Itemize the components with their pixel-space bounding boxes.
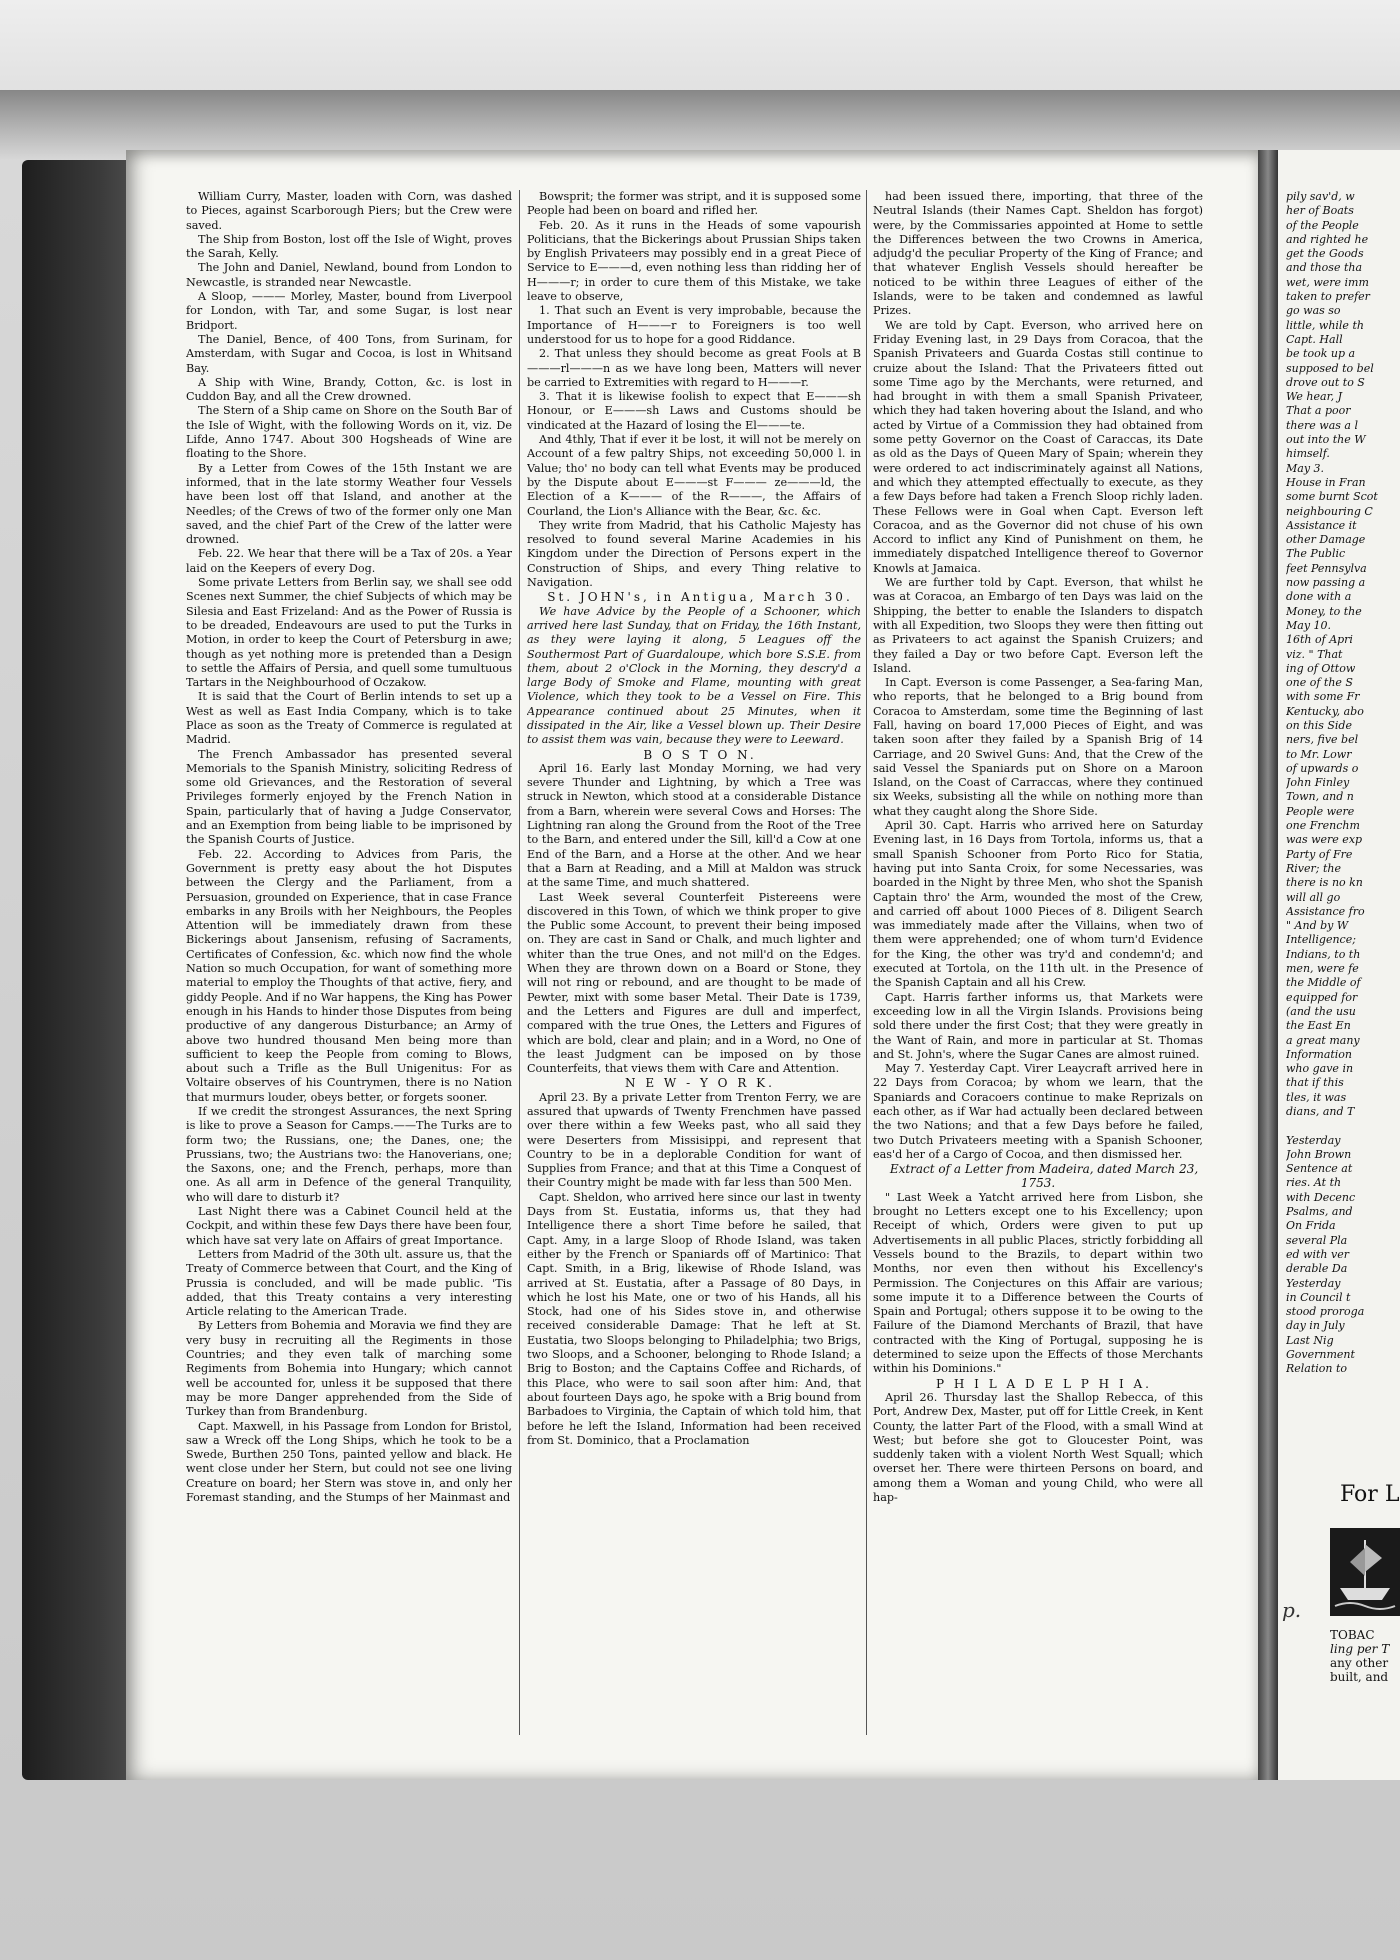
paragraph: We have Advice by the People of a Schooner, which arrived here last Sunday, that on Friday, the 16th Instant, as they were laying it along, 5 Leagues off the Southermost Part of Guardaloupe, which bore S.S.E. from them, about 2 o'Clock in the Morning, they descry'd a large Body of Smoke and Flame, mounting with great Violence, which they took to be a Vessel on Fire. This Appearance continued about 25 Minutes, when it dissipated in the Air, like a Vessel blown up. Their Desire to assist them was vain, because they were to Leeward.	[527, 604, 861, 747]
text-fragment: and righted he	[1286, 232, 1369, 246]
column-2	[527, 190, 861, 1735]
text-fragment: ing of Ottow	[1286, 661, 1356, 675]
text-fragment: We hear, J	[1286, 390, 1343, 404]
paragraph: William Curry, Master, loaden with Corn, was dashed to Pieces, against Scarborough Piers; but the Crew were saved.	[186, 190, 512, 232]
text-fragment: drove out to S	[1286, 375, 1365, 389]
text-fragment: House in Fran	[1286, 475, 1366, 489]
text-fragment: May 3.	[1286, 461, 1325, 475]
paragraph: In Capt. Everson is come Passenger, a Sea-faring Man, who reports, that he belonged to a Brig bound from Coracoa to Amsterdam, some time the Beginning of last Fall, having on board 17,000 Pieces of Eight, and was taken soon after they failed by a Spanish Brig of 14 Carriage, and 20 Swivel Guns: And, that the Crew of the said Vessel the Spaniards put on Shore on a Maroon Island, on the Coast of Carraccas, where they continued six Weeks, subsisting all the while on nothing more than what they caught along the Shore Side.	[873, 676, 1203, 818]
text-fragment: stood proroga	[1286, 1305, 1365, 1319]
paragraph: The Stern of a Ship came on Shore on the South Bar of the Isle of Wight, with the following Words on it, viz. De Lifde, Anno 1747. About 300 Hogsheads of Wine are floating to the Shore.	[186, 404, 512, 461]
paragraph: May 7. Yesterday Capt. Virer Leaycraft arrived here in 22 Days from Coracoa; by whom we learn, that the Spaniards and Coracoers continue to make Reprizals on each other, as if War had actually been declared between the two Nations; and that a few Days before he failed, two Dutch Privateers meeting with a Spanish Schooner, eas'd her of a Cargo of Cocoa, and then dismissed her.	[873, 1062, 1203, 1161]
paragraph: And 4thly, That if ever it be lost, it will not be merely on Account of a few paltry Ships, not exceeding 50,000 l. in Value; tho' no body can tell what Events may be produced by the Dispute about E———st F——— ze———ld, the Election of a K——— of the R———, the Affairs of Courland, the Lion's Alliance with the Bear, &c. &c.	[527, 433, 861, 518]
text-fragment: get the Goods	[1286, 247, 1364, 261]
text-fragment: People were	[1286, 804, 1355, 818]
paragraph: Feb. 22. According to Advices from Paris, the Government is pretty easy about the hot Disputes between the Clergy and the Parliament, from a Persuasion, grounded on Experience, that in case France embarks in any Broils with her Neighbours, the Peoples Attention will be immediately drawn from these Bickerings about Jansenism, refusing of Sacraments, Certificates of Confession, &c. which now find the whole Nation so much Occupation, for want of something more material to employ the Thoughts of that active, fiery, and giddy People. And if no War happens, the King has Power enough in his Hands to hinder those Disputes from being productive of any dangerous Disturbance; an Army of above two hundred thousand Men being more than sufficient to keep the People from coming to Blows, about such a Trifle as the Bull Unigenitus: For as Voltaire observes of his Countrymen, there is no Nation that murmurs louder, obeys better, or forgets sooner.	[186, 847, 512, 1104]
text-fragment: ries. At th	[1286, 1176, 1342, 1190]
text-fragment: was were exp	[1286, 833, 1363, 847]
text-fragment: men, were fe	[1286, 962, 1359, 976]
paragraph: Bowsprit; the former was stript, and it is supposed some People had been on board and rifled her.	[527, 190, 861, 218]
column-1	[186, 190, 512, 1735]
text-fragment: Relation to	[1286, 1362, 1348, 1376]
column-3	[873, 190, 1203, 1735]
paragraph: A Ship with Wine, Brandy, Cotton, &c. is lost in Cuddon Bay, and all the Crew drowned.	[186, 375, 512, 404]
paragraph: Capt. Maxwell, in his Passage from London for Bristol, saw a Wreck off the Long Ships, which he took to be a Swede, Burthen 250 Tons, painted yellow and black. He went close under her Stern, but could not see one living Creature on board; her Stern was stove in, and only her Foremast standing, and the Stumps of her Mainmast and	[186, 1419, 512, 1505]
text-fragment: tles, it was	[1286, 1090, 1347, 1104]
text-fragment: there is no kn	[1286, 876, 1363, 890]
text-fragment: of upwards o	[1286, 761, 1359, 775]
text-fragment: taken to prefer	[1286, 290, 1370, 304]
handwritten-margin-note: p.	[1282, 1598, 1302, 1622]
text-fragment: That a poor	[1286, 404, 1351, 418]
paragraph: 1. That such an Event is very improbable, because the Importance of H———r to Foreigners is too well understood for us to hope for a good Riddance.	[527, 304, 861, 346]
text-fragment: Yesterday	[1286, 1276, 1341, 1290]
text-fragment: little, while th	[1286, 318, 1364, 332]
section-heading: B O S T O N.	[643, 747, 757, 762]
text-fragment: of the People	[1286, 218, 1359, 232]
text-fragment: to Mr. Lowr	[1286, 747, 1352, 761]
text-fragment: who gave in	[1286, 1062, 1354, 1076]
text-fragment: Yesterday	[1286, 1133, 1341, 1147]
text-fragment: that if this	[1286, 1076, 1344, 1090]
text-fragment: done with a	[1286, 590, 1352, 604]
text-fragment: one Frenchm	[1286, 819, 1360, 833]
text-fragment: several Pla	[1286, 1233, 1348, 1247]
text-fragment: and those tha	[1286, 261, 1363, 275]
text-fragment: ed with ver	[1286, 1247, 1349, 1261]
advert-heading: For L	[1340, 1482, 1400, 1507]
section-heading: N E W - Y O R K.	[625, 1076, 775, 1091]
text-fragment: now passing a	[1286, 576, 1366, 590]
text-fragment: out into the W	[1286, 433, 1366, 447]
paragraph: Last Night there was a Cabinet Council held at the Cockpit, and within these few Days there have been four, which have sat very late on Affairs of great Importance.	[186, 1205, 512, 1247]
paragraph: Capt. Sheldon, who arrived here since our last in twenty Days from St. Eustatia, informs us, that they had Intelligence there a short Time before he sailed, that Capt. Amy, in a large Sloop of Rhode Island, was taken either by the French or Spaniards off of Martinico: That Capt. Smith, in a Brig, likewise of Rhode Island, was arrived at St. Eustatia, after a Passage of 80 Days, in which he lost his Mate, one or two of his Hands, all his Stock, had one of his Sides stove in, and otherwise received considerable Damage: That he left at St. Eustatia, two Sloops belonging to Philadelphia; two Brigs, two Sloops, and a Schooner, belonging to Rhode Island; a Brig to Boston; and the Captains Coffee and Richards, of this Place, who were to sail soon after him: And, that about fourteen Days ago, he spoke with a Brig bound from Barbadoes to Virginia, the Captain of which told him, that before he left the Island, Information had been received from St. Dominico, that a Proclamation	[527, 1190, 861, 1447]
text-fragment: May 10.	[1286, 618, 1332, 632]
text-fragment: Assistance it	[1286, 518, 1357, 532]
text-fragment: with some Fr	[1286, 690, 1360, 704]
text-fragment: neighbouring C	[1286, 504, 1373, 518]
text-fragment: a great many	[1286, 1033, 1360, 1047]
text-fragment: Assistance fro	[1286, 904, 1365, 918]
advert-text	[1330, 1628, 1389, 1684]
text-fragment: Information	[1286, 1047, 1353, 1061]
paragraph: April 23. By a private Letter from Trenton Ferry, we are assured that upwards of Twenty Frenchmen have passed over there within a few Weeks past, who all said they were Deserters from Missisippi, and represent that Country to be in a deplorable Condition for want of Supplies from France; and that at this Time a Conquest of their Country might be made with far less than 500 Men.	[527, 1090, 861, 1190]
text-fragment: Party of Fre	[1286, 847, 1353, 861]
text-fragment: with Decenc	[1286, 1190, 1356, 1204]
text-fragment: will all go	[1286, 890, 1341, 904]
paragraph: Letters from Madrid of the 30th ult. assure us, that the Treaty of Commerce between that Court, and the King of Prussia is concluded, and will be made public. 'Tis added, that this Treaty contains a very interesting Article relating to the American Trade.	[186, 1247, 512, 1319]
text-fragment: Last Nig	[1286, 1333, 1334, 1347]
text-fragment: in Council t	[1286, 1290, 1351, 1304]
column-rule	[866, 190, 867, 1735]
text-fragment: other Damage	[1286, 533, 1366, 547]
paragraph: 3. That it is likewise foolish to expect that E———sh Honour, or E———sh Laws and Customs should be vindicated at the Hazard of losing the El———te.	[527, 390, 861, 432]
paragraph: had been issued there, importing, that three of the Neutral Islands (their Names Capt. Sheldon has forgot) were, by the Commissaries appointed at Home to settle the Differences between the two Crowns in America, adjudg'd the peculiar Property of the King of France; and that whatever English Vessels should hereafter be noticed to be within three Leagues of either of the Islands, were to be taken and condemned as lawful Prizes.	[873, 190, 1203, 318]
paragraph: Last Week several Counterfeit Pistereens were discovered in this Town, of which we think proper to give the Public some Account, to prevent their being imposed on. They are cast in Sand or Chalk, and much lighter and whiter than the true Ones, and not mill'd on the Edges. When they are thrown down on a Board or Stone, they will not ring or rebound, and are thought to be made of Pewter, mixt with some baser Metal. Their Date is 1739, and the Letters and Figures are dull and imperfect, compared with the true Ones, the Letters and Figures of which are bold, clear and plain; and in a Word, no One of the least Judgment can be imposed on by those Counterfeits, that views them with Care and Attention.	[527, 890, 861, 1076]
paragraph: We are told by Capt. Everson, who arrived here on Friday Evening last, in 29 Days from Coracoa, that the Spanish Privateers and Guarda Costas still continue to cruize about the Island: That the Privateers fitted out some Time ago by the Merchants, were returned, and had brought in with them a small Spanish Privateer, which they had taken hovering about the Island, and who acted by Virtue of a Commission they had obtained from some petty Governor on the Coast of Caraccas, its Date as old as the Days of Queen Mary of Spain; wherein they were ordered to act indiscriminately against all Nations, and which they attempted effectually to execute, as they a few Days before had taken a French Sloop richly laden. These Fellows were in Goal when Capt. Everson left Coracoa, and as the Governor did not chuse of his own Accord to inflict any Kind of Punishment on them, he immediately dispatched Intelligence thereof to Governor Knowls at Jamaica.	[873, 318, 1203, 575]
text-fragment: Psalms, and	[1286, 1205, 1353, 1219]
paragraph: Feb. 22. We hear that there will be a Tax of 20s. a Year laid on the Keepers of every Dog.	[186, 547, 512, 575]
text-fragment: go was so	[1286, 304, 1341, 318]
column-rule	[519, 190, 520, 1735]
section-heading: St. JOHN's, in Antigua, March 30.	[547, 590, 853, 605]
paragraph: 2. That unless they should become as great Fools at B———rl———n as we have long been, Matters will never be carried to Extremities with regard to H———r.	[527, 347, 861, 389]
text-fragment: the East En	[1286, 1019, 1351, 1033]
text-fragment: equipped for	[1286, 990, 1358, 1004]
text-fragment: Sentence at	[1286, 1162, 1353, 1176]
text-fragment: Indians, to th	[1286, 947, 1361, 961]
text-fragment: day in July	[1286, 1319, 1345, 1333]
text-fragment: one of the S	[1286, 676, 1353, 690]
text-fragment: derable Da	[1286, 1262, 1348, 1276]
paragraph: The Daniel, Bence, of 400 Tons, from Surinam, for Amsterdam, with Sugar and Cocoa, is lost in Whitsand Bay.	[186, 332, 512, 375]
paragraph: They write from Madrid, that his Catholic Majesty has resolved to found several Marine Academies in his Kingdom under the Direction of Persons expert in the Construction of Ships, and every Thing relative to Navigation.	[527, 518, 861, 590]
paragraph: Some private Letters from Berlin say, we shall see odd Scenes next Summer, the chief Subjects of which may be Silesia and East Frizeland: And as the Power of Russia is to be dreaded, Endeavours are used to put the Turks in Motion, in order to keep the Court of Petersburg in awe; though as yet nothing more is pretended than a Design to settle the Affairs of Persia, and quell some tumultuous Tartars in the Neighbourhood of Oczakow.	[186, 576, 512, 690]
text-fragment: some burnt Scot	[1286, 490, 1378, 504]
text-fragment: Capt. Hall	[1286, 332, 1343, 346]
text-fragment: Town, and n	[1286, 790, 1354, 804]
paragraph: If we credit the strongest Assurances, the next Spring is like to prove a Season for Camps.——The Turks are to form two; the Russians, one; the Danes, one; the Prussians, two; the Austrians two: the Hanoverians, one; the Saxons, one; and the French, perhaps, more than one. As all arm in Defence of the general Tranquility, who will dare to disturb it?	[186, 1105, 512, 1204]
advert-line: ling per T	[1330, 1642, 1390, 1656]
text-fragment: wet, were imm	[1286, 275, 1369, 289]
paragraph: Capt. Harris farther informs us, that Markets were exceeding low in all the Virgin Islands. Provisions being sold there under the first Cost; that they were greatly in the Want of Rain, and more in particular at St. Thomas and St. John's, where the Sugar Canes are almost ruined.	[873, 990, 1203, 1061]
text-fragment: Government	[1286, 1348, 1355, 1362]
paragraph: By a Letter from Cowes of the 15th Instant we are informed, that in the late stormy Weather four Vessels have been lost off that Island, and another at the Needles; of the Crews of two of the former only one Man saved, and the chief Part of the Crew of the latter were drowned.	[186, 461, 512, 547]
paragraph: The Ship from Boston, lost off the Isle of Wight, proves the Sarah, Kelly.	[186, 232, 512, 261]
text-fragment: River; the	[1286, 861, 1341, 875]
text-fragment: her of Boats	[1286, 204, 1354, 218]
paragraph: The French Ambassador has presented several Memorials to the Spanish Ministry, soliciting Redress of some old Grievances, and the Restoration of several Privileges formerly enjoyed by the French Nation in Spain, particularly that of having a Judge Conservator, and an Exemption from being liable to be imprisoned by the Spanish Courts of Justice.	[186, 747, 512, 847]
advert-line: TOBAC	[1330, 1628, 1375, 1642]
text-fragment: pily sav'd, w	[1286, 190, 1355, 203]
text-fragment: On Frida	[1286, 1219, 1336, 1233]
paragraph: April 26. Thursday last the Shallop Rebecca, of this Port, Andrew Dex, Master, put off for Little Creek, in Kent County, the latter Part of the Flood, with a small Wind at West; but before she got to Gloucester Point, was suddenly taken with a violent North West Squall; which overset her. There were thirteen Persons on board, and among them a Woman and young Child, who were all hap-	[873, 1390, 1203, 1505]
page-gutter	[1258, 150, 1278, 1780]
paragraph: It is said that the Court of Berlin intends to set up a West as well as East India Company, which is to take Place as soon as the Treaty of Commerce is regulated at Madrid.	[186, 690, 512, 747]
section-heading: P H I L A D E L P H I A.	[936, 1376, 1152, 1391]
advert-line: any other	[1330, 1656, 1389, 1670]
text-fragment: Money, to the	[1286, 604, 1362, 618]
ship-woodcut-icon	[1330, 1528, 1400, 1616]
text-fragment: be took up a	[1286, 347, 1356, 361]
paragraph: April 30. Capt. Harris who arrived here on Saturday Evening last, in 16 Days from Tortola, informs us, that a small Spanish Schooner from Porto Rico for Statia, having put into Santa Croix, for some Necessaries, was boarded in the Night by three Men, who shot the Spanish Captain thro' the Arm, wounded the most of the Crew, and carried off about 1000 Pieces of 8. Diligent Search was immediately made after the Villains, when two of them were apprehended; one of whom turn'd Evidence for the King, the other was try'd and condemn'd; and executed at Tortola, on the 11th ult. in the Presence of the Spanish Captain and all his Crew.	[873, 819, 1203, 990]
paragraph: By Letters from Bohemia and Moravia we find they are very busy in recruiting all the Regiments in those Countries; and they even talk of marching some Regiments from Bohemia into Hungary; which cannot well be accounted for, unless it be supposed that there may be more Danger apprehended from the Side of Turkey than from Brandenburg.	[186, 1319, 512, 1419]
text-fragment: (and the usu	[1286, 1004, 1356, 1018]
text-fragment: supposed to bel	[1286, 361, 1374, 375]
paragraph: We are further told by Capt. Everson, that whilst he was at Coracoa, an Embargo of ten Days was laid on the Shipping, the better to enable the Islanders to dispatch with all Expedition, two Sloops they were then fitting out as Privateers to act against the Spanish Cruizers; and they failed a Day or two before Capt. Everson left the Island.	[873, 576, 1203, 675]
text-fragment: dians, and T	[1286, 1105, 1355, 1118]
text-fragment: The Public	[1286, 547, 1346, 561]
text-fragment: John Finley	[1286, 776, 1350, 790]
article-dateline: Extract of a Letter from Madeira, dated March 23, 1753.	[889, 1162, 1199, 1191]
text-fragment: himself.	[1286, 447, 1330, 461]
text-fragment: the Middle of	[1286, 976, 1361, 990]
advert-line: built, and	[1330, 1670, 1389, 1684]
text-fragment: Kentucky, abo	[1286, 704, 1364, 718]
paragraph: A Sloop, ——— Morley, Master, bound from Liverpool for London, with Tar, and some Sugar, is lost near Bridport.	[186, 290, 512, 332]
text-fragment: " And by W	[1286, 919, 1349, 933]
text-fragment: there was a l	[1286, 418, 1358, 432]
text-fragment: feet Pennsylva	[1286, 561, 1367, 575]
paragraph: " Last Week a Yatcht arrived here from Lisbon, she brought no Letters except one to his Excellency; upon Receipt of which, Orders were given to put up Advertisements in all public Places, strictly forbidding all Vessels bound to the Brazils, to depart within two Months, nor even then without his Excellency's Permission. The Conjectures on this Affair are various; some impute it to a Difference between the Courts of Spain and Portugal; others suppose it to be owing to the Failure of the Diamond Merchants of Brazil, that have contracted with the King of Portugal, supposing he is determined to seize upon the Effects of those Merchants within his Dominions."	[873, 1190, 1203, 1376]
paragraph: April 16. Early last Monday Morning, we had very severe Thunder and Lightning, by which a Tree was struck in Newton, which stood at a considerable Distance from a Barn, wherein were several Cows and Horses: The Lightning ran along the Ground from the Root of the Tree to the Barn, and entered under the Sill, kill'd a Cow at one End of the Barn, and a Horse at the other. And we hear that a Barn at Reading, and a Mill at Maldon was struck at the same Time, and much shattered.	[527, 761, 861, 890]
text-fragment: Intelligence;	[1286, 933, 1356, 947]
text-fragment	[1286, 1119, 1398, 1133]
text-fragment: viz. " That	[1286, 647, 1343, 661]
paragraph: The John and Daniel, Newland, bound from London to Newcastle, is stranded near Newcastle.	[186, 261, 512, 289]
text-fragment: 16th of Apri	[1286, 633, 1353, 647]
text-fragment: John Brown	[1286, 1147, 1352, 1161]
paragraph: Feb. 20. As it runs in the Heads of some vapourish Politicians, that the Bickerings about Prussian Ships taken by English Privateers may possibly end in a great Piece of Service to E———d, even nothing less than ridding her of H———r; in order to cure them of this Mistake, we take leave to observe,	[527, 218, 861, 304]
text-fragment: on this Side	[1286, 718, 1352, 732]
text-fragment: ners, five bel	[1286, 733, 1359, 747]
next-page-text	[1286, 190, 1398, 1377]
